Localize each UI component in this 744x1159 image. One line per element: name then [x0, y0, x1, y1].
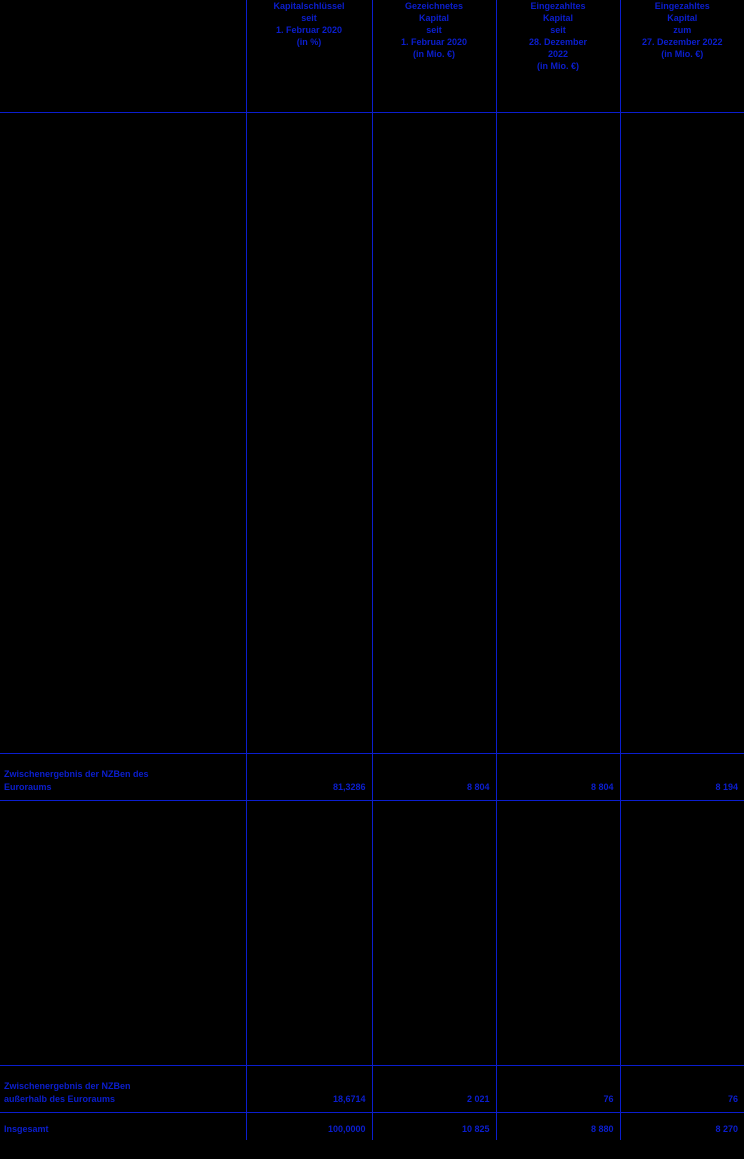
cell-paid-up-until: 8 194 [620, 754, 744, 801]
spacer-cell-paid-up-until [620, 113, 744, 754]
spacer-cell-paid-up-until [620, 801, 744, 1066]
header-line: seit [426, 25, 442, 35]
column-header-institution [0, 0, 246, 113]
header-line: Kapitalschlüssel [273, 1, 345, 11]
row-label-subtotal-euro-area [0, 754, 246, 801]
column-header-paid-up-capital-since [496, 0, 620, 113]
table-header-row [0, 0, 744, 113]
euro-area-ncb-rows-area [0, 113, 744, 754]
cell-paid-up-since: 8 804 [496, 754, 620, 801]
header-line: Gezeichnetes [404, 1, 464, 11]
non-euro-area-ncb-rows-area [0, 801, 744, 1066]
table-header [0, 0, 744, 113]
header-line: seit [550, 25, 566, 35]
header-line: Eingezahltes [530, 1, 586, 11]
header-line: seit [301, 13, 317, 23]
table-row-total [0, 1113, 744, 1141]
header-line: 28. Dezember [528, 37, 588, 47]
cell-paid-up-until: 8 270 [620, 1113, 744, 1141]
header-line: Kapital [667, 13, 698, 23]
spacer-cell-paid-up-since [496, 113, 620, 754]
header-line: (in Mio. €) [537, 61, 579, 71]
row-label-total [0, 1113, 246, 1141]
cell-capital-key: 81,3286 [246, 754, 372, 801]
cell-subscribed-capital: 10 825 [372, 1113, 496, 1141]
header-line: 27. Dezember 2022 [641, 37, 723, 47]
table-row-subtotal-euro-area [0, 754, 744, 801]
column-header-subscribed-capital [372, 0, 496, 113]
cell-capital-key: 100,0000 [246, 1113, 372, 1141]
cell-capital-key: 18,6714 [246, 1066, 372, 1113]
spacer-cell-subscribed-capital [372, 801, 496, 1066]
column-header-capital-key [246, 0, 372, 113]
label-line: Euroraums [4, 782, 52, 792]
header-line: 1. Februar 2020 [275, 25, 343, 35]
header-line: (in Mio. €) [413, 49, 455, 59]
spacer-cell-capital-key [246, 801, 372, 1066]
cell-paid-up-until: 76 [620, 1066, 744, 1113]
label-line: außerhalb des Euroraums [4, 1094, 116, 1104]
spacer-cell-institution [0, 113, 246, 754]
header-line: (in %) [296, 37, 322, 47]
header-line: Kapital [542, 13, 573, 23]
spacer-cell-institution [0, 801, 246, 1066]
spacer-cell-capital-key [246, 113, 372, 754]
row-label-subtotal-non-euro-area [0, 1066, 246, 1113]
cell-paid-up-since: 8 880 [496, 1113, 620, 1141]
header-line: Eingezahltes [654, 1, 710, 11]
cell-subscribed-capital: 8 804 [372, 754, 496, 801]
header-line: Kapital [418, 13, 449, 23]
label-line: Zwischenergebnis der NZBen des [4, 769, 149, 779]
header-line: zum [673, 25, 692, 35]
spacer-cell-subscribed-capital [372, 113, 496, 754]
cell-paid-up-since: 76 [496, 1066, 620, 1113]
table-row-subtotal-non-euro-area [0, 1066, 744, 1113]
header-line: (in Mio. €) [661, 49, 704, 59]
header-line: 2022 [547, 49, 569, 59]
column-header-paid-up-capital-until [620, 0, 744, 113]
cell-subscribed-capital: 2 021 [372, 1066, 496, 1113]
spacer-cell-paid-up-since [496, 801, 620, 1066]
header-line: 1. Februar 2020 [400, 37, 468, 47]
label-line: Insgesamt [4, 1124, 49, 1134]
table-body [0, 113, 744, 1141]
label-line: Zwischenergebnis der NZBen [4, 1081, 131, 1091]
